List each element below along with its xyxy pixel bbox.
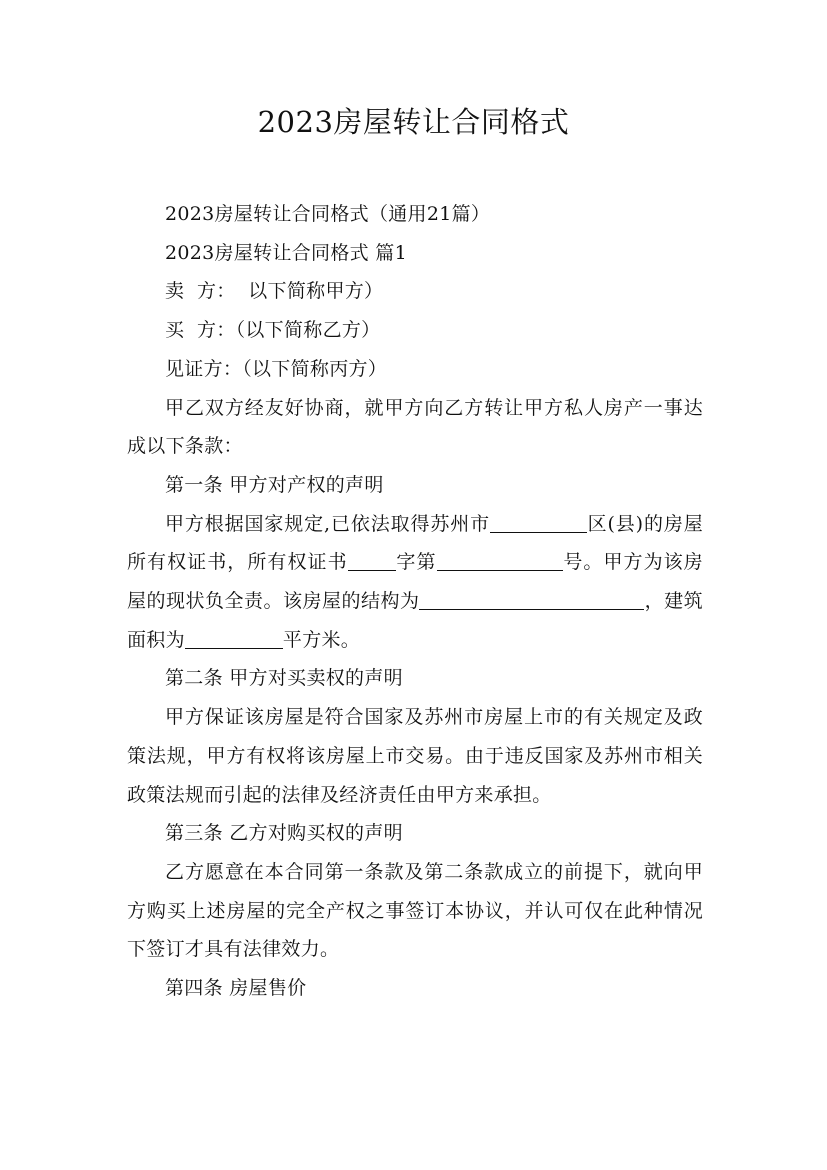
article-1-text-c: 字第: [395, 551, 437, 574]
article-3-title: 第三条 乙方对购买权的声明: [165, 822, 403, 845]
intro-paragraph: 甲乙双方经友好协商，就甲方向乙方转让甲方私人房产一事达成以下条款：: [127, 396, 703, 458]
article-3-paragraph: 乙方愿意在本合同第一条款及第二条款成立的前提下，就向甲方购买上述房屋的完全产权之事签订本协议，并认可仅在此种情况下签订才具有法律效力。: [127, 860, 703, 961]
article-1-text-e: ，建筑面积为: [127, 590, 703, 651]
document-body: [127, 195, 703, 1008]
article-1-text-a: 甲方根据国家规定,已依法取得苏州市: [165, 512, 491, 535]
article-1-paragraph: [127, 505, 703, 660]
article-1-text-d: 号。甲方为该房屋的现状负全责。该房屋的结构为: [127, 551, 703, 613]
article-1-text-b: 区(县)的房屋所有权证书，所有权证书: [127, 512, 704, 574]
seller-line: 卖 方： 以下简称甲方）: [165, 280, 384, 303]
article-1-title: 第一条 甲方对产权的声明: [165, 473, 384, 496]
area-blank: [185, 629, 283, 649]
structure-blank: [419, 590, 644, 610]
section-heading: 2023房屋转让合同格式 篇1: [165, 241, 407, 264]
article-4-title: 第四条 房屋售价: [165, 977, 307, 1000]
certificate-number-blank: [437, 551, 563, 571]
article-1-text-f: 平方米。: [282, 628, 361, 651]
city-district-blank: [490, 513, 587, 533]
article-2-paragraph: 甲方保证该房屋是符合国家及苏州市房屋上市的有关规定及政策法规，甲方有权将该房屋上市交易。由于违反国家及苏州市相关政策法规而引起的法律及经济责任由甲方来承担。: [127, 706, 703, 806]
document-title: 2023房屋转让合同格式: [257, 105, 570, 139]
certificate-word-blank: [348, 551, 396, 571]
buyer-line: 买 方：（以下简称乙方）: [165, 319, 381, 342]
subtitle-line: 2023房屋转让合同格式（通用21篇）: [165, 203, 491, 225]
article-2-title: 第二条 甲方对买卖权的声明: [165, 667, 403, 690]
witness-line: 见证方：（以下简称丙方）: [165, 357, 388, 380]
